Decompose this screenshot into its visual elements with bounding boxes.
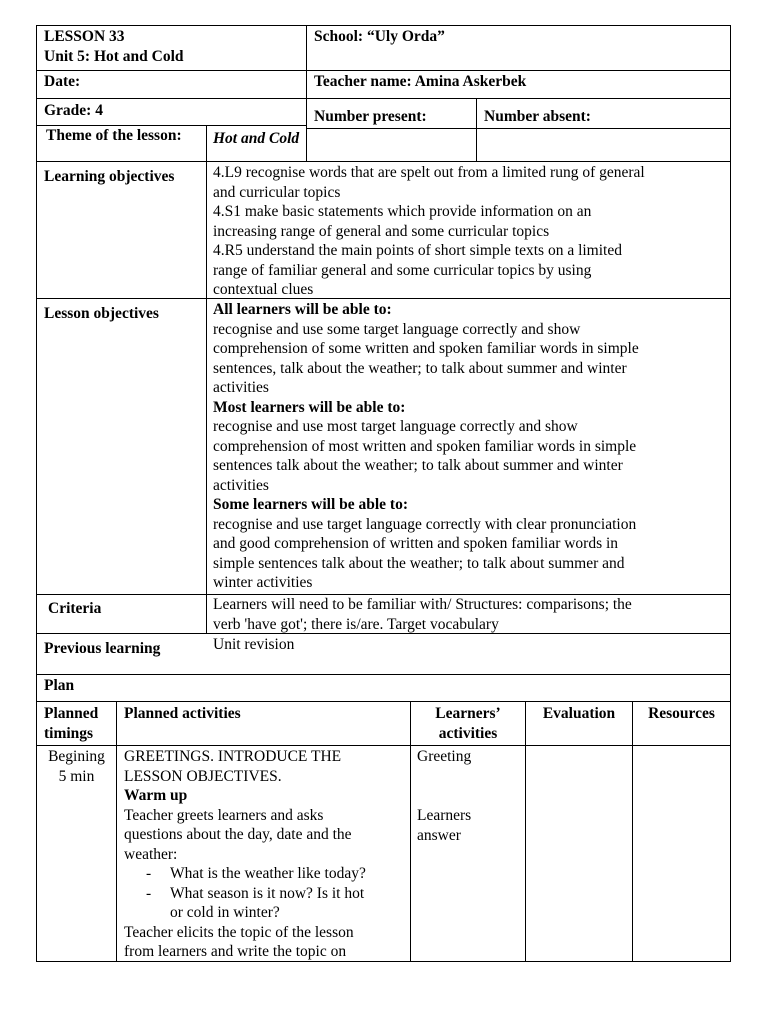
theme-value: Hot and Cold [213,130,300,147]
criteria-label: Criteria [48,600,102,617]
row-line [36,701,731,702]
text-line: recognise and use some target language correctly and show [213,320,581,338]
lesson-objectives-text [213,300,639,593]
teacher-name: Teacher name: Amina Askerbek [314,73,527,90]
text-line: weather: [124,845,178,863]
number-present-label: Number present: [314,108,427,125]
text-line: and good comprehension of written and spoken familiar words in [213,535,619,552]
learning-objectives-label: Learning objectives [44,168,175,185]
col-header-timings [44,704,98,743]
text-line: Begining [48,748,105,765]
header-line: activities [438,724,498,742]
row-line [36,70,731,71]
lesson-objectives-label: Lesson objectives [44,305,159,322]
text-line: from learners and write the topic on [124,943,347,960]
text-line: recognise and use target language correctly with clear pronunciation [213,515,637,533]
school-name: School: “Uly Orda” [314,28,445,45]
text-line: simple sentences talk about the weather; to talk about summer and [213,554,625,572]
text-line: sentences talk about the weather; to talk about summer and winter [213,457,623,474]
text-line: recognise and use most target language correctly and show [213,418,578,435]
text-line: sentences, talk about the weather; to talk about summer and winter [213,359,627,377]
row-line [36,674,731,675]
col-line [306,25,307,161]
row-activities [124,747,366,962]
number-absent-label: Number absent: [484,108,591,125]
header-line: timings [44,724,94,742]
list-item: - What is the weather like today? [124,864,366,884]
text-line: Teacher greets learners and asks [124,806,324,824]
text-line: increasing range of general and some curricular topics [213,222,550,240]
text-line: questions about the day, date and the [124,826,352,843]
grade-label: Grade: 4 [44,102,103,119]
text-line: contextual clues [213,281,314,298]
col-header-resources: Resources [648,705,715,722]
all-learners-heading: All learners will be able to: [213,301,392,318]
text-line: range of familiar general and some curricular topics by using [213,261,592,279]
most-learners-heading: Most learners will be able to: [213,398,406,416]
text-line: winter activities [213,574,313,591]
row-line [306,128,731,129]
text-line: 5 min [58,767,95,785]
row-learner-answer [417,806,471,845]
col-line [525,701,526,962]
header-line: Learners’ [435,705,501,722]
list-item: - What season is it now? Is it hot [124,884,366,904]
text-line: Learners [417,807,472,824]
row-line [36,98,731,99]
text-line: Learners will need to be familiar with/ Structures: comparisons; the [213,596,632,613]
table-border-top [36,25,731,26]
text-line: LESSON OBJECTIVES. [124,767,282,785]
col-line [116,701,117,962]
col-line [632,701,633,962]
col-header-learners [411,704,525,743]
list-item-continuation: or cold in winter? [170,904,280,921]
header-line: Planned [44,705,99,722]
lesson-number: LESSON 33 [44,28,125,45]
col-header-evaluation: Evaluation [542,705,616,722]
date-label: Date: [44,73,81,90]
learning-objectives-text [213,163,645,300]
text-line: comprehension of most written and spoken familiar words in simple [213,437,637,455]
text-line: Teacher elicits the topic of the lesson [124,923,354,941]
previous-learning-value: Unit revision [213,636,295,653]
weather-questions-list [124,864,366,923]
text-line: answer [417,826,461,844]
text-line: activities [213,476,269,494]
text-line: verb 'have got'; there is/are. Target vocabulary [213,615,499,633]
text-line: 4.R5 understand the main points of short simple texts on a limited [213,242,622,259]
table-border-right [730,25,731,962]
plan-label: Plan [44,677,75,694]
criteria-text [213,595,632,634]
col-line [476,98,477,161]
row-timing [37,747,116,786]
row-line [36,745,731,746]
text-line: 4.S1 make basic statements which provide information on an [213,203,592,220]
table-border-left [36,25,37,962]
col-line [206,125,207,634]
theme-label: Theme of the lesson: [46,127,182,144]
warm-up-heading: Warm up [124,787,188,804]
previous-learning-label: Previous learning [44,640,161,657]
text-line: activities [213,379,269,396]
text-line: 4.L9 recognise words that are spelt out from a limited rung of general [213,164,645,181]
row-line [36,161,731,162]
row-learner-greeting: Greeting [417,748,472,765]
text-line: GREETINGS. INTRODUCE THE [124,748,342,765]
col-header-activities: Planned activities [124,705,241,722]
text-line: comprehension of some written and spoken familiar words in simple [213,340,639,357]
some-learners-heading: Some learners will be able to: [213,496,409,513]
unit-title: Unit 5: Hot and Cold [44,48,184,65]
text-line: and curricular topics [213,183,341,201]
